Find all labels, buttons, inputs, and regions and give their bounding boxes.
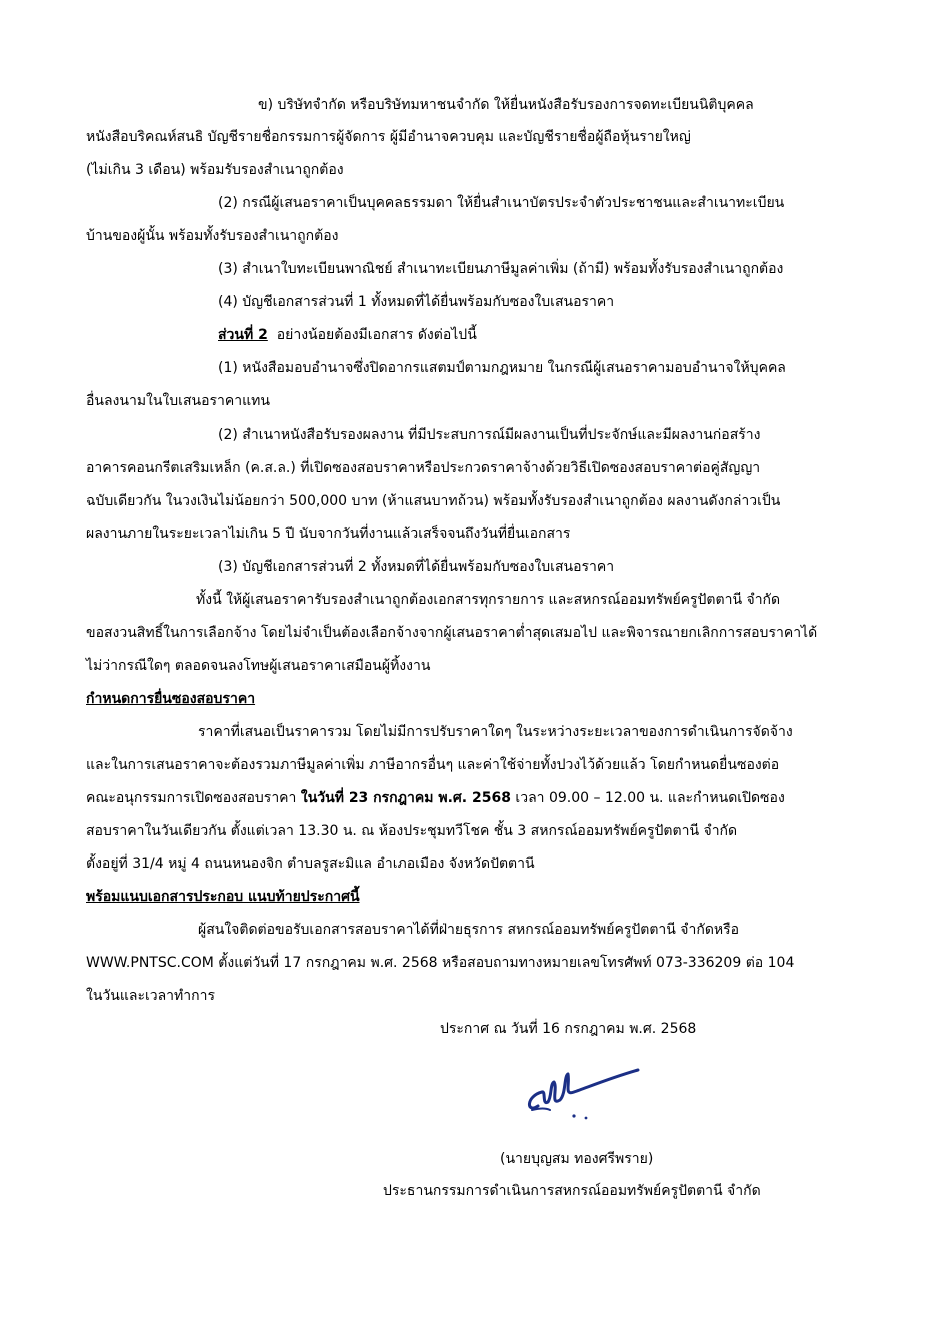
part2-item-2-line-4: ผลงานภายในระยะเวลาไม่เกิน 5 ปี นับจากวันที่งานแล้วเสร็จจนถึงวันที่ยื่นเอกสาร (86, 526, 571, 542)
item-4: (4) บัญชีเอกสารส่วนที่ 1 ทั้งหมดที่ได้ยื่นพร้อมกับซองใบเสนอราคา (218, 294, 615, 310)
part2-item-2-line-3: ฉบับเดียวกัน ในวงเงินไม่น้อยกว่า 500,000 บาท (ห้าแสนบาทถ้วน) พร้อมทั้งรับรองสำเนาถูกต้อง ผลงานดังกล่าวเป็น (86, 493, 781, 509)
item-2-line-2: บ้านของผู้นั้น พร้อมทั้งรับรองสำเนาถูกต้อง (86, 228, 339, 244)
signature (520, 1062, 650, 1122)
conditions-line-3: ไม่ว่ากรณีใดๆ ตลอดจนลงโทษผู้เสนอราคาเสมือนผู้ทิ้งงาน (86, 658, 431, 674)
contact-line-3: ในวันและเวลาทำการ (86, 988, 215, 1004)
part-2-line (218, 324, 477, 346)
item-2-line-1: (2) กรณีผู้เสนอราคาเป็นบุคคลธรรมดา ให้ยื่นสำเนาบัตรประจำตัวประชาชนและสำเนาทะเบียน (218, 195, 785, 211)
schedule-line-3 (86, 787, 785, 809)
item-kho-line-3: (ไม่เกิน 3 เดือน) พร้อมรับรองสำเนาถูกต้อง (86, 162, 344, 178)
part2-item-3: (3) บัญชีเอกสารส่วนที่ 2 ทั้งหมดที่ได้ยื่นพร้อมกับซองใบเสนอราคา (218, 559, 615, 575)
schedule-line-3-c: เวลา 09.00 – 12.00 น. และกำหนดเปิดซอง (510, 790, 785, 806)
part2-item-2-line-2: อาคารคอนกรีตเสริมเหล็ก (ค.ส.ล.) ที่เปิดซองสอบราคาหรือประกวดราคาจ้างด้วยวิธีเปิดซองสอบราคาต่อคู่สัญญา (86, 460, 761, 476)
schedule-line-4: สอบราคาในวันเดียวกัน ตั้งแต่เวลา 13.30 น. ณ ห้องประชุมทวีโชค ชั้น 3 สหกรณ์ออมทรัพย์ครูปัตตานี จำกัด (86, 823, 738, 839)
schedule-line-3-a: คณะอนุกรรมการเปิดซองสอบราคา (86, 790, 301, 806)
schedule-line-5: ตั้งอยู่ที่ 31/4 หมู่ 4 ถนนหนองจิก ตำบลรูสะมิแล อำเภอเมือง จังหวัดปัตตานี (86, 856, 535, 872)
conditions-line-1: ทั้งนี้ ให้ผู้เสนอราคารับรองสำเนาถูกต้องเอกสารทุกรายการ และสหกรณ์ออมทรัพย์ครูปัตตานี จำกัด (196, 592, 781, 608)
item-3: (3) สำเนาใบทะเบียนพาณิชย์ สำเนาทะเบียนภาษีมูลค่าเพิ่ม (ถ้ามี) พร้อมทั้งรับรองสำเนาถูกต้อง (218, 261, 784, 277)
schedule-heading: กำหนดการยื่นซองสอบราคา (86, 691, 256, 707)
conditions-line-2: ขอสงวนสิทธิ์ในการเลือกจ้าง โดยไม่จำเป็นต้องเลือกจ้างจากผู้เสนอราคาต่ำสุดเสมอไป และพิจารณายกเลิกการสอบราคาได้ (86, 625, 818, 641)
item-kho-line-2: หนังสือบริคณห์สนธิ บัญชีรายชื่อกรรมการผู้จัดการ ผู้มีอำนาจควบคุม และบัญชีรายชื่อผู้ถือหุ้นรายใหญ่ (86, 129, 691, 145)
part-2-text: อย่างน้อยต้องมีเอกสาร ดังต่อไปนี้ (276, 327, 477, 343)
item-kho-line-1: ข) บริษัทจำกัด หรือบริษัทมหาชนจำกัด ให้ยื่นหนังสือรับรองการจดทะเบียนนิติบุคคล (258, 97, 754, 113)
submission-date: ในวันที่ 23 กรกฎาคม พ.ศ. 2568 (300, 790, 511, 806)
part2-item-2-line-1: (2) สำเนาหนังสือรับรองผลงาน ที่มีประสบการณ์มีผลงานเป็นที่ประจักษ์และมีผลงานก่อสร้าง (218, 427, 761, 443)
attachments-heading: พร้อมแนบเอกสารประกอบ แนบท้ายประกาศนี้ (86, 889, 360, 905)
schedule-line-2: และในการเสนอราคาจะต้องรวมภาษีมูลค่าเพิ่ม ภาษีอากรอื่นๆ และค่าใช้จ่ายทั้งปวงไว้ด้วยแล้ว โดยกำหนดยื่นซองต่อ (86, 757, 780, 773)
part2-item-1-line-1: (1) หนังสือมอบอำนาจซึ่งปิดอากรแสตมป์ตามกฎหมาย ในกรณีผู้เสนอราคามอบอำนาจให้บุคคล (218, 360, 786, 376)
contact-line-1: ผู้สนใจติดต่อขอรับเอกสารสอบราคาได้ที่ฝ่ายธุรการ สหกรณ์ออมทรัพย์ครูปัตตานี จำกัดหรือ (198, 922, 740, 938)
announcement-date: ประกาศ ณ วันที่ 16 กรกฎาคม พ.ศ. 2568 (440, 1021, 697, 1037)
part-2-label: ส่วนที่ 2 (218, 327, 268, 343)
contact-line-2: WWW.PNTSC.COM ตั้งแต่วันที่ 17 กรกฎาคม พ.ศ. 2568 หรือสอบถามทางหมายเลขโทรศัพท์ 073-336209 ต่อ 104 (86, 955, 795, 971)
signer-name: (นายบุญสม ทองศรีพราย) (500, 1151, 654, 1167)
signer-title: ประธานกรรมการดำเนินการสหกรณ์ออมทรัพย์ครูปัตตานี จำกัด (383, 1183, 761, 1199)
part2-item-1-line-2: อื่นลงนามในใบเสนอราคาแทน (86, 393, 270, 409)
schedule-line-1: ราคาที่เสนอเป็นราคารวม โดยไม่มีการปรับราคาใดๆ ในระหว่างระยะเวลาของการดำเนินการจัดจ้าง (198, 724, 793, 740)
